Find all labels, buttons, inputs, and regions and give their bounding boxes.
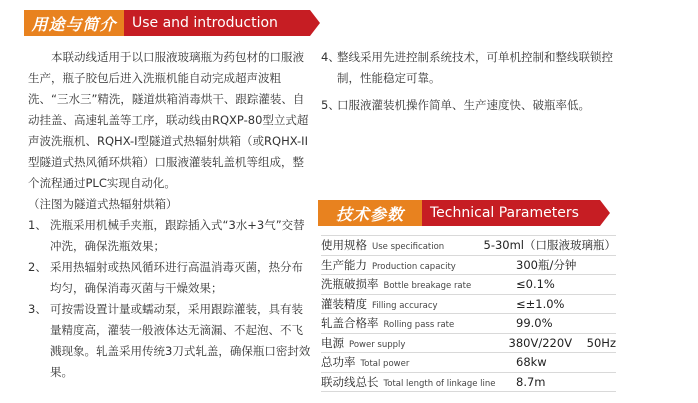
table-row bbox=[321, 295, 616, 315]
param-label-cn: 轧盖合格率 bbox=[321, 316, 379, 331]
feature-item bbox=[28, 299, 313, 383]
feature-item bbox=[321, 47, 621, 89]
param-label-cn: 灌装精度 bbox=[321, 296, 367, 311]
tech-params-title-cn: 技术参数 bbox=[318, 200, 422, 226]
feature-item bbox=[28, 257, 313, 299]
param-value: 99.0% bbox=[516, 316, 553, 331]
param-label bbox=[321, 237, 484, 253]
param-label bbox=[321, 276, 516, 292]
feature-text: 口服液灌装机操作简单、生产速度快、破瓶率低。 bbox=[337, 98, 590, 112]
feature-item bbox=[321, 95, 621, 116]
param-label bbox=[321, 335, 509, 351]
banner-arrow bbox=[310, 10, 320, 36]
param-label-en: Use specification bbox=[372, 242, 445, 253]
table-row bbox=[321, 256, 616, 276]
param-label-en: Production capacity bbox=[372, 261, 456, 272]
use-intro-banner bbox=[24, 10, 310, 36]
tech-params-table bbox=[321, 235, 616, 392]
param-label-en: Filling accuracy bbox=[372, 300, 438, 311]
param-label bbox=[321, 296, 516, 312]
param-label-cn: 生产能力 bbox=[321, 257, 367, 272]
feature-number: 1、 bbox=[28, 218, 47, 232]
feature-text: 采用热辐射或热风循环进行高温消毒灭菌，热分布均匀，确保消毒灭菌与干燥效果； bbox=[50, 260, 303, 295]
feature-text: 可按需设置计量或蠕动泵，采用跟踪灌装，具有装量精度高，灌装一般液体达无滴漏、不起泡、不飞溅现象。轧盖采用传统3刀式轧盖，确保瓶口密封效果。 bbox=[50, 302, 311, 379]
param-label-cn: 电源 bbox=[321, 335, 344, 350]
intro-paragraph: 本联动线适用于以口服液玻璃瓶为药包材的口服液生产，瓶子胶包后进入洗瓶机能自动完成超声波粗洗、“三水三”精洗，隧道烘箱消毒烘干、跟踪灌装、自动挂盖、高速轧盖等工序，联动线由RQXP-80型立式超声波洗瓶机、RQHX-I型隧道式热辐射烘箱（或RQHX-II型隧道式热风循环烘箱）口服液灌装轧盖机等组成，整个流程通过PLC实现自动化。 bbox=[28, 50, 309, 190]
tech-params-title-en: Technical Parameters bbox=[422, 200, 600, 226]
feature-text: 整线采用先进控制系统技术，可单机控制和整线联锁控制，性能稳定可靠。 bbox=[337, 50, 613, 85]
param-label bbox=[321, 315, 516, 331]
param-value: 5-30ml（口服液玻璃瓶） bbox=[483, 238, 616, 253]
intro-note: （注图为隧道式热辐射烘箱） bbox=[28, 197, 178, 211]
feature-number: 4、 bbox=[321, 50, 340, 64]
param-value: ≤±1.0% bbox=[516, 296, 565, 311]
table-row bbox=[321, 353, 616, 373]
banner-arrow bbox=[600, 200, 610, 226]
param-value: 300瓶/分钟 bbox=[516, 257, 577, 272]
param-value: 8.7m bbox=[516, 374, 546, 389]
param-value: 68kw bbox=[516, 355, 547, 370]
feature-number: 2、 bbox=[28, 260, 47, 274]
param-label-cn: 使用规格 bbox=[321, 238, 367, 253]
param-label bbox=[321, 374, 516, 390]
feature-number: 5、 bbox=[321, 98, 340, 112]
table-row bbox=[321, 334, 616, 354]
feature-item bbox=[28, 215, 313, 257]
param-label bbox=[321, 354, 516, 370]
feature-text: 洗瓶采用机械手夹瓶，跟踪插入式“3水+3气”交替冲洗，确保洗瓶效果； bbox=[50, 218, 305, 253]
table-row bbox=[321, 275, 616, 295]
table-row bbox=[321, 314, 616, 334]
param-label-cn: 联动线总长 bbox=[321, 374, 379, 389]
param-label-cn: 洗瓶破损率 bbox=[321, 277, 379, 292]
param-label-en: Rolling pass rate bbox=[383, 320, 455, 331]
param-label-en: Bottle breakage rate bbox=[383, 281, 472, 292]
feature-number: 3、 bbox=[28, 302, 47, 316]
param-value: 380V/220V 50Hz bbox=[508, 335, 616, 350]
param-label-cn: 总功率 bbox=[321, 355, 356, 370]
param-value: ≤0.1% bbox=[516, 277, 555, 292]
table-row bbox=[321, 373, 616, 393]
use-intro-title-cn: 用途与简介 bbox=[24, 10, 124, 36]
intro-right-column bbox=[321, 47, 621, 116]
intro-left-column bbox=[28, 47, 313, 383]
param-label bbox=[321, 257, 516, 273]
param-label-en: Power supply bbox=[349, 339, 406, 350]
param-label-en: Total length of linkage line bbox=[383, 378, 496, 389]
tech-params-banner bbox=[318, 200, 600, 226]
param-label-en: Total power bbox=[360, 359, 410, 370]
table-row bbox=[321, 236, 616, 256]
use-intro-title-en: Use and introduction bbox=[124, 10, 310, 36]
